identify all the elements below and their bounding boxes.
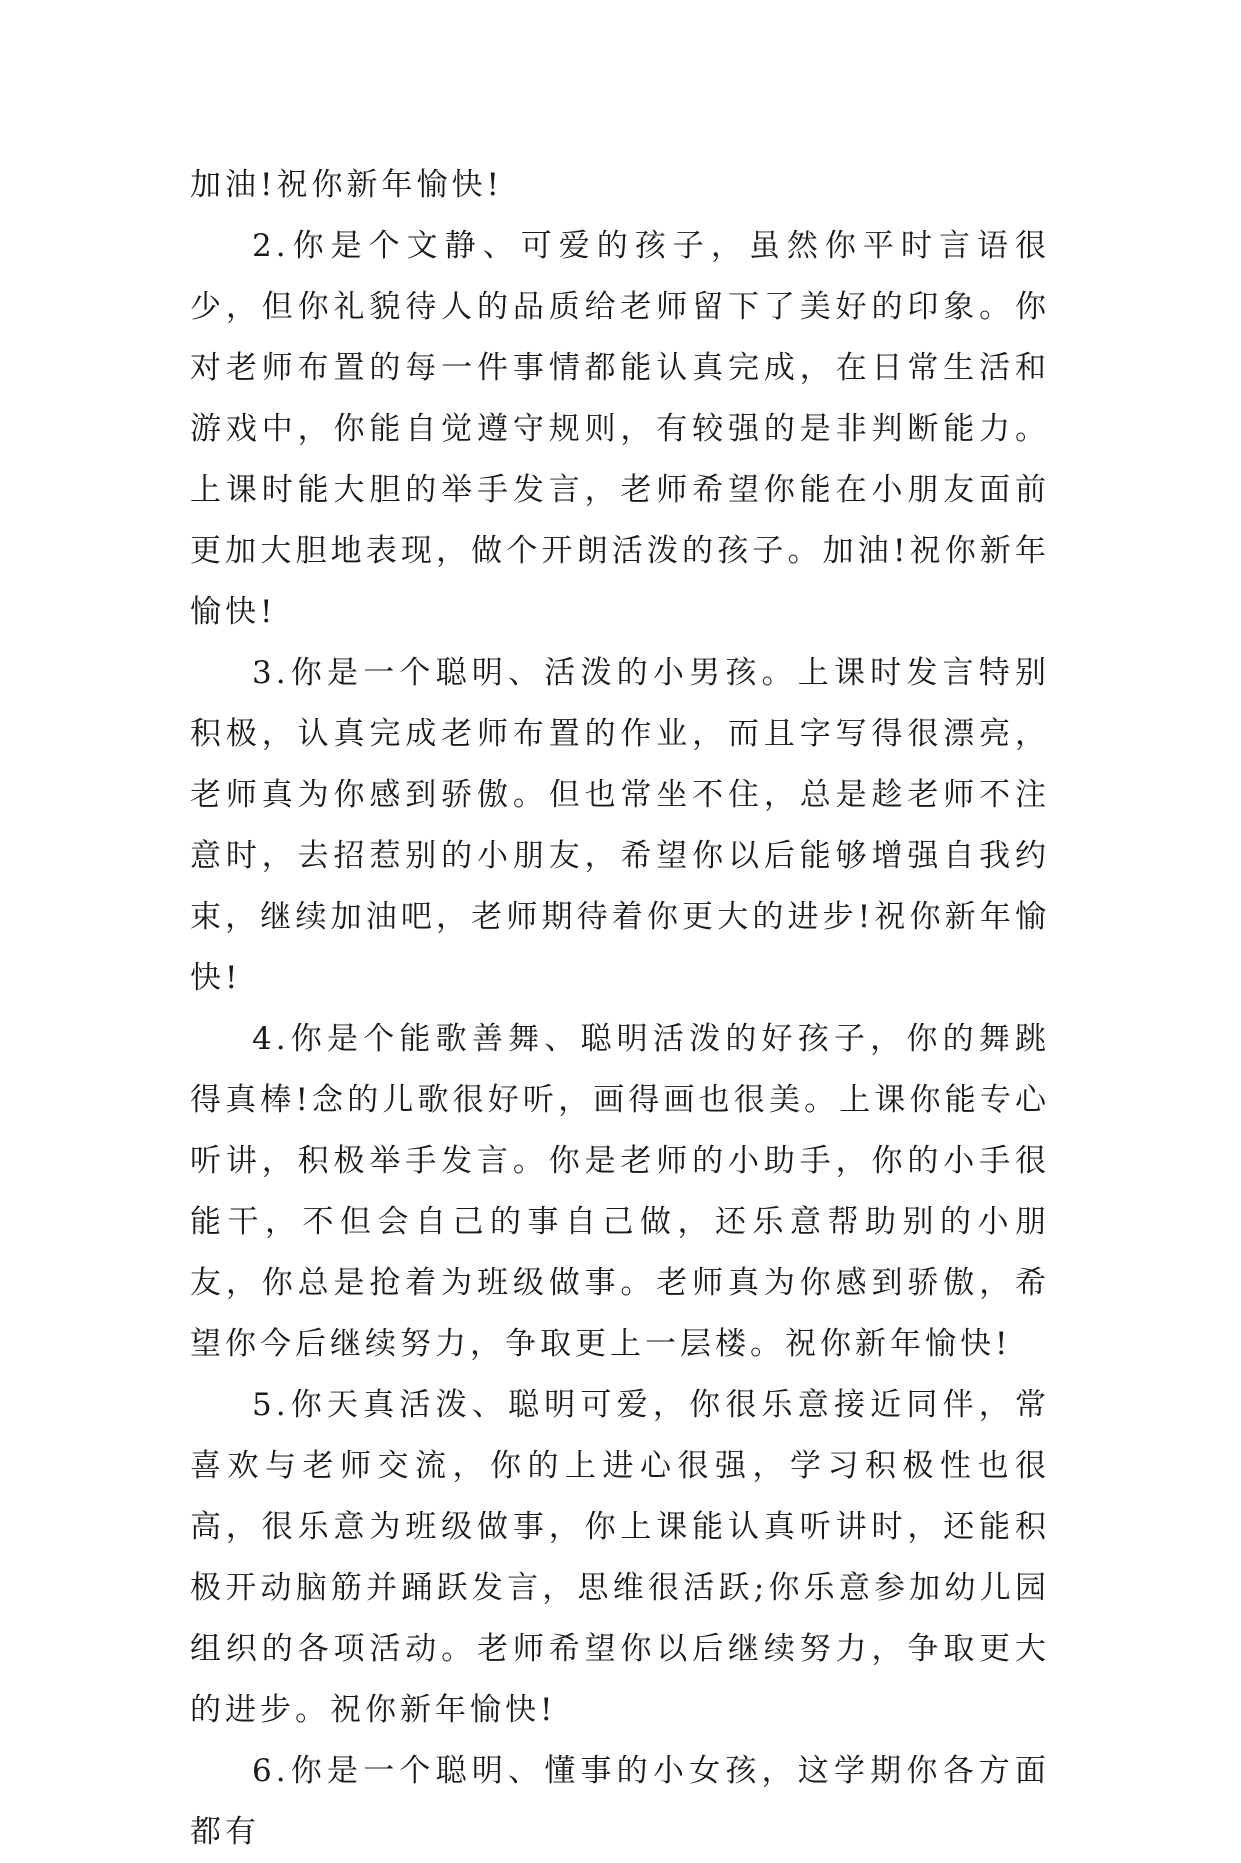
document-body [190, 155, 1050, 1863]
paragraph-comment-2: 2.你是个文静、可爱的孩子，虽然你平时言语很少，但你礼貌待人的品质给老师留下了美好的印象。你对老师布置的每一件事情都能认真完成，在日常生活和游戏中，你能自觉遵守规则，有较强的是非判断能力。上课时能大胆的举手发言，老师希望你能在小朋友面前更加大胆地表现，做个开朗活泼的孩子。加油!祝你新年愉快! [190, 228, 1050, 630]
paragraph-comment-5: 5.你天真活泼、聪明可爱，你很乐意接近同伴，常喜欢与老师交流，你的上进心很强，学习积极性也很高，很乐意为班级做事，你上课能认真听讲时，还能积极开动脑筋并踊跃发言，思维很活跃;你乐意参加幼儿园组织的各项活动。老师希望你以后继续努力，争取更大的进步。祝你新年愉快! [190, 1387, 1050, 1728]
paragraph-comment-3: 3.你是一个聪明、活泼的小男孩。上课时发言特别积极，认真完成老师布置的作业，而且字写得很漂亮，老师真为你感到骄傲。但也常坐不住，总是趁老师不注意时，去招惹别的小朋友，希望你以后能够增强自我约束，继续加油吧，老师期待着你更大的进步!祝你新年愉快! [190, 655, 1050, 996]
paragraph-comment-6: 6.你是一个聪明、懂事的小女孩，这学期你各方面都有 [190, 1753, 1050, 1850]
paragraph-comment-4: 4.你是个能歌善舞、聪明活泼的好孩子，你的舞跳得真棒!念的儿歌很好听，画得画也很美。上课你能专心听讲，积极举手发言。你是老师的小助手，你的小手很能干，不但会自己的事自己做，还乐意帮助别的小朋友，你总是抢着为班级做事。老师真为你感到骄傲，希望你今后继续努力，争取更上一层楼。祝你新年愉快! [190, 1021, 1050, 1362]
paragraph-continuation: 加油!祝你新年愉快! [190, 167, 503, 203]
